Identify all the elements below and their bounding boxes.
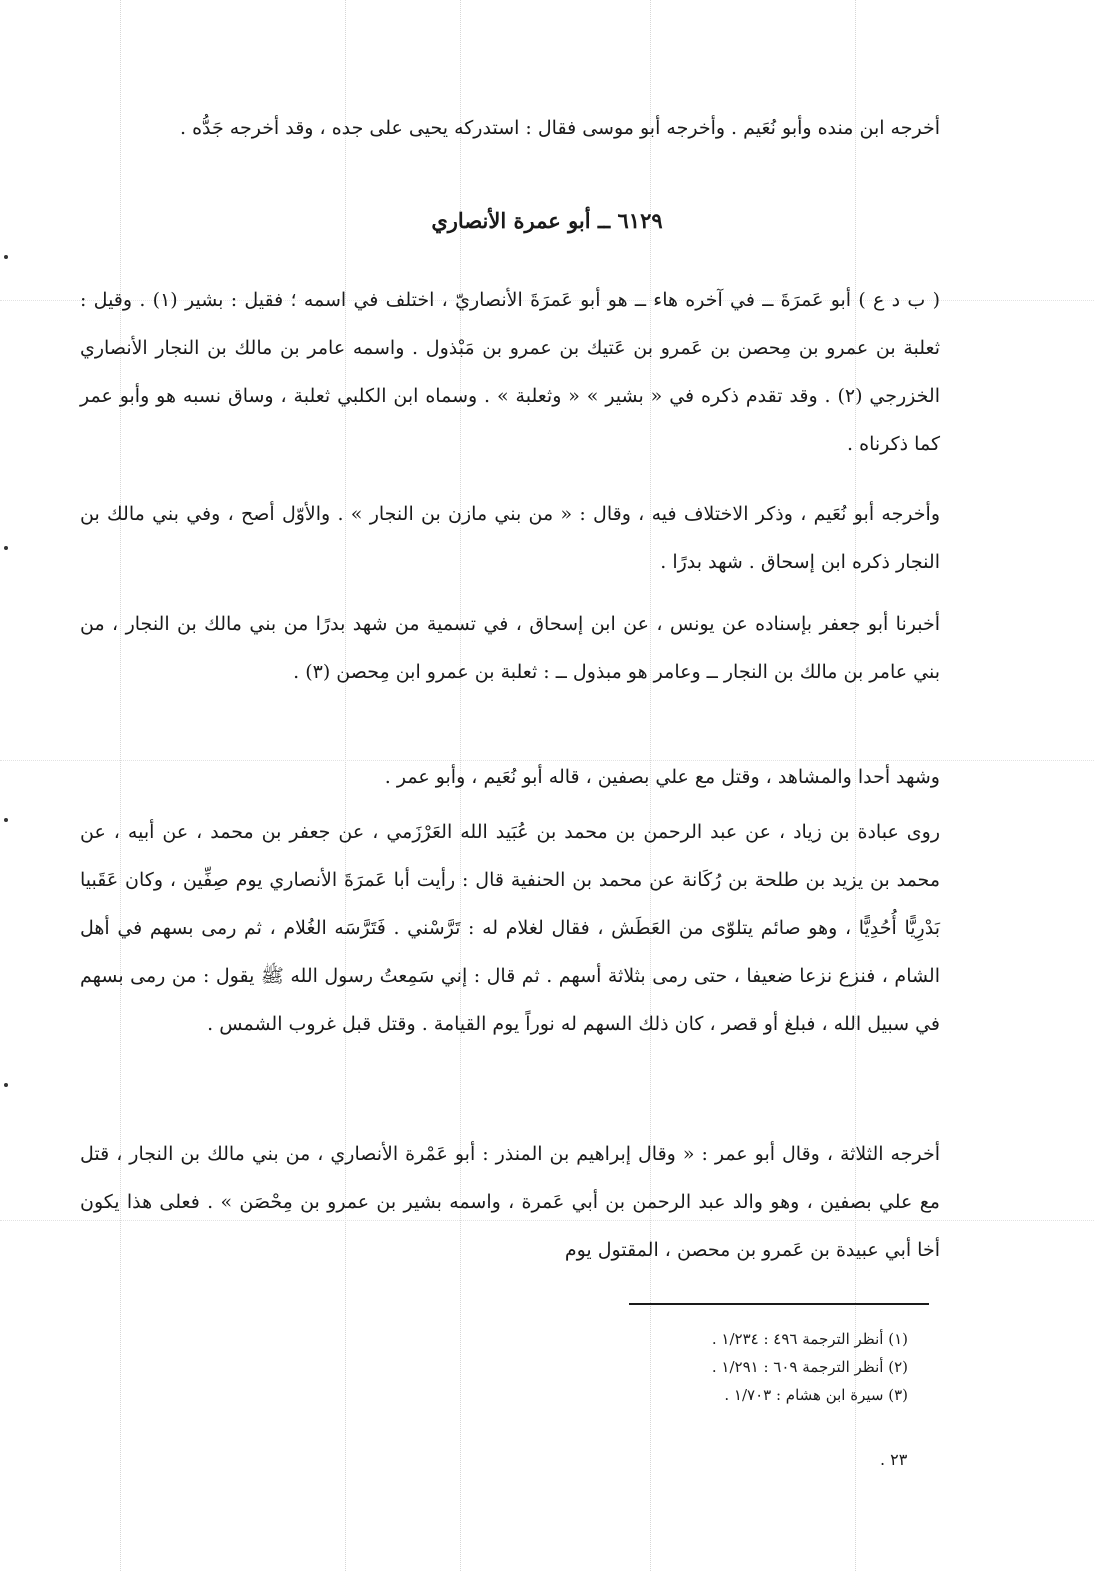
paragraph-text: أخرجه الثلاثة ، وقال أبو عمر : « وقال إبراهيم بن المنذر : أبو عَمْرة الأنصاري ، من بني مالك بن النجار ، قتل مع علي بصفين ، وهو والد عبد الرحمن بن أبي عَمرة ، واسمه بشير بن عمرو بن مِحْصَن » . فعلى هذا يكون أخا أبي عبيدة بن عَمرو بن محصن ، المقتول يوم (80, 1143, 940, 1261)
paragraph-isnad (80, 600, 940, 696)
entry-title: ٦١٢٩ ــ أبو عمرة الأنصاري (431, 208, 663, 233)
margin-dot (4, 255, 8, 259)
paragraph-text: وشهد أحدا والمشاهد ، وقتل مع علي بصفين ، قاله أبو نُعَيم ، وأبو عمر . (384, 766, 940, 788)
paragraph-text: روى عبادة بن زياد ، عن عبد الرحمن بن محمد بن عُبَيد الله العَرْزَمي ، عن جعفر بن محمد ، عن أبيه ، عن محمد بن يزيد بن طلحة بن رُكَانة عن محمد بن الحنفية قال : رأيت أبا عَمرَةَ الأنصاري يوم صِفِّين ، وكان عَقَبيا بَدْرِيًّا أُحُدِيًّا ، وهو صائم يتلوّى من العَطَش ، فقال لغلام له : تَرَّسْني . فَتَرَّسَه الغُلام ، ثم رمى بسهم في أهل الشام ، فنزع نزعا ضعيفا ، حتى رمى بثلاثة أسهم . ثم قال : إني سَمِعتُ رسول الله ﷺ يقول : من رمى بسهم في سبيل الله ، فبلغ أو قصر ، كان ذلك السهم له نوراً يوم القيامة . وقتل قبل غروب الشمس . (80, 821, 940, 1035)
footnote-3: (٣) سيرة ابن هشام : ١/٧٠٣ . (724, 1386, 908, 1404)
paragraph-name (80, 276, 940, 468)
margin-dot (4, 1083, 8, 1087)
paragraph-text: أخبرنا أبو جعفر بإسناده عن يونس ، عن ابن إسحاق ، في تسمية من شهد بدرًا من بني مالك بن النجار ، من بني عامر بن مالك بن النجار ــ وعامر هو مبذول ــ : ثعلبة بن عمرو ابن مِحصن (٣) . (80, 613, 940, 683)
intro-text: أخرجه ابن منده وأبو نُعَيم . وأخرجه أبو موسى فقال : استدركه يحيى على جده ، وقد أخرجه جَدُّه . (179, 117, 940, 139)
paragraph-origin (80, 490, 940, 586)
paragraph-text: ( ب د ع ) أبو عَمرَةَ ــ في آخره هاء ــ هو أبو عَمرَةَ الأنصاريّ ، اختلف في اسمه ؛ فقيل : بشير (١) . وقيل : ثعلبة بن عمرو بن مِحصن بن عَمرو بن عَتيك بن عمرو بن مَبْذول . واسمه عامر بن مالك بن النجار الأنصاري الخزرجي (٢) . وقد تقدم ذكره في « بشير » « وثعلبة » . وسماه ابن الكلبي ثعلبة ، وساق نسبه هو وأبو عمر كما ذكرناه . (80, 289, 940, 455)
paragraph-narration (80, 808, 940, 1048)
paragraph-sources (80, 1130, 940, 1274)
margin-dot (4, 546, 8, 550)
footnotes (500, 1325, 908, 1409)
footnote-2: (٢) أنظر الترجمة ٦٠٩ : ١/٢٩١ . (711, 1358, 908, 1376)
intro-paragraph (80, 104, 940, 152)
page-number: ٢٣ . (880, 1450, 908, 1469)
margin-dot (4, 818, 8, 822)
paragraph-text: وأخرجه أبو نُعَيم ، وذكر الاختلاف فيه ، وقال : « من بني مازن بن النجار » . والأوّل أصح ، وفي بني مالك بن النجار ذكره ابن إسحاق . شهد بدرًا . (80, 503, 940, 573)
footnote-divider (629, 1303, 929, 1305)
paragraph-battles (80, 753, 940, 801)
footnote-1: (١) أنظر الترجمة ٤٩٦ : ١/٢٣٤ . (711, 1330, 908, 1348)
